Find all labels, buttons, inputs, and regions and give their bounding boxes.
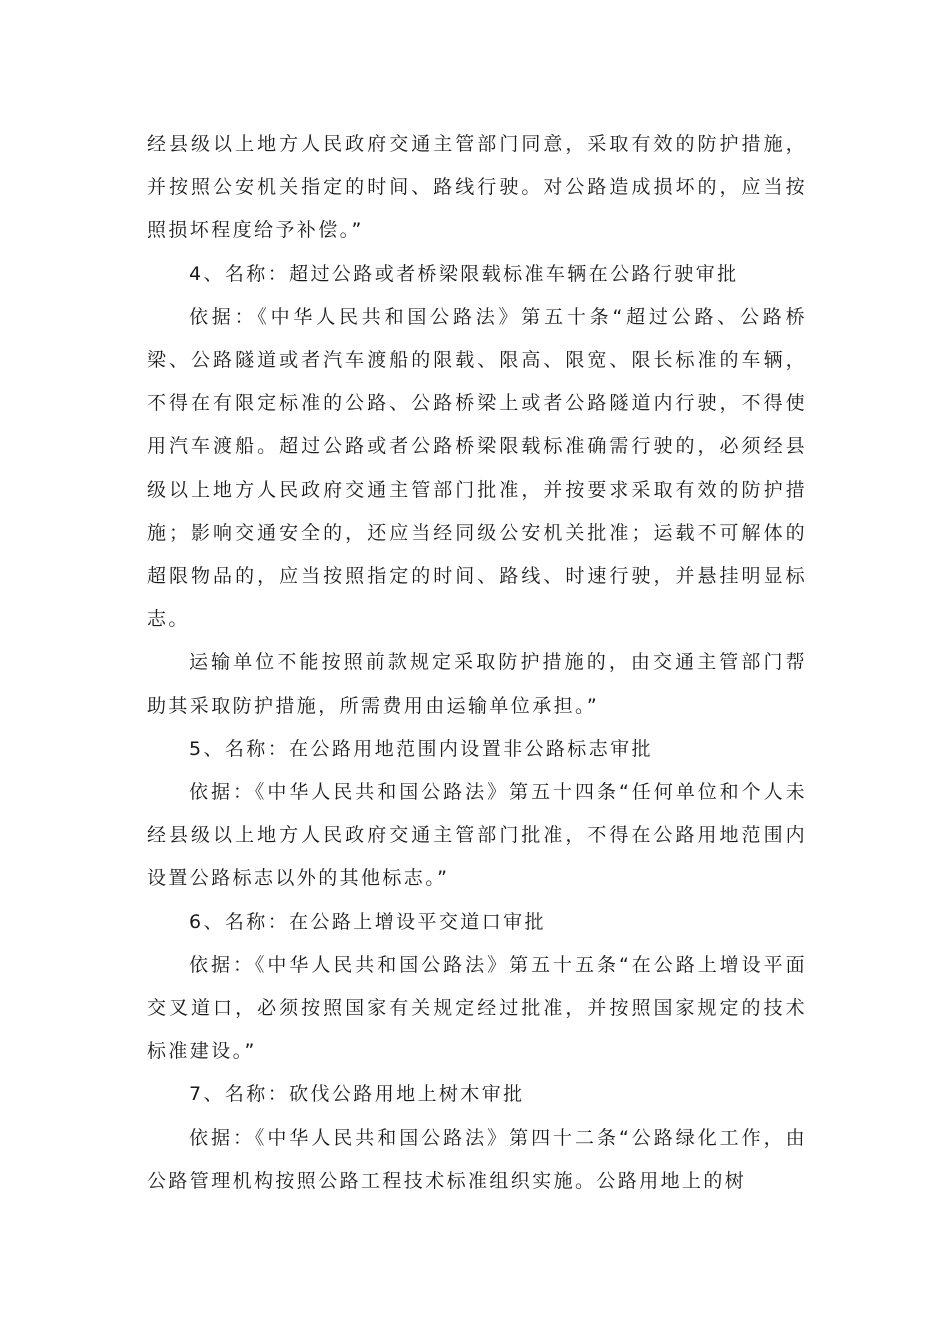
item-basis-4: 依据：《中华人民共和国公路法》第五十条“超过公路、公路桥梁、公路隧道或者汽车渡船的限载、限高、限宽、限长标准的车辆，不得在有限定标准的公路、公路桥梁上或者公路隧道内行驶，不得使用汽车渡船。超过公路或者公路桥梁限载标准确需行驶的，必须经县级以上地方人民政府交通主管部门批准，并按要求采取有效的防护措施；影响交通安全的，还应当经同级公安机关批准；运载不可解体的超限物品的，应当按照指定的时间、路线、时速行驶，并悬挂明显标志。 xyxy=(147,305,807,631)
item-basis-7: 依据：《中华人民共和国公路法》第四十二条“公路绿化工作，由公路管理机构按照公路工程技术标准组织实施。公路用地上的树 xyxy=(147,1126,807,1192)
item-basis-6: 依据：《中华人民共和国公路法》第五十五条“在公路上增设平面交叉道口，必须按照国家有关规定经过批准，并按照国家规定的技术标准建设。” xyxy=(147,953,807,1063)
item-heading-5: 5、名称：在公路用地范围内设置非公路标志审批 xyxy=(189,737,653,760)
item-basis-4-continued: 运输单位不能按照前款规定采取防护措施的，由交通主管部门帮助其采取防护措施，所需费用由运输单位承担。” xyxy=(147,651,807,717)
item-heading-6: 6、名称：在公路上增设平交道口审批 xyxy=(189,910,546,933)
item-heading-4: 4、名称：超过公路或者桥梁限载标准车辆在公路行驶审批 xyxy=(189,262,739,285)
document-page xyxy=(147,123,807,1203)
paragraph-continuation: 经县级以上地方人民政府交通主管部门同意，采取有效的防护措施，并按照公安机关指定的时间、路线行驶。对公路造成损坏的，应当按照损坏程度给予补偿。” xyxy=(147,133,807,242)
item-basis-5: 依据：《中华人民共和国公路法》第五十四条“任何单位和个人未经县级以上地方人民政府交通主管部门批准，不得在公路用地范围内设置公路标志以外的其他标志。” xyxy=(147,781,807,890)
item-heading-7: 7、名称：砍伐公路用地上树木审批 xyxy=(189,1083,525,1106)
